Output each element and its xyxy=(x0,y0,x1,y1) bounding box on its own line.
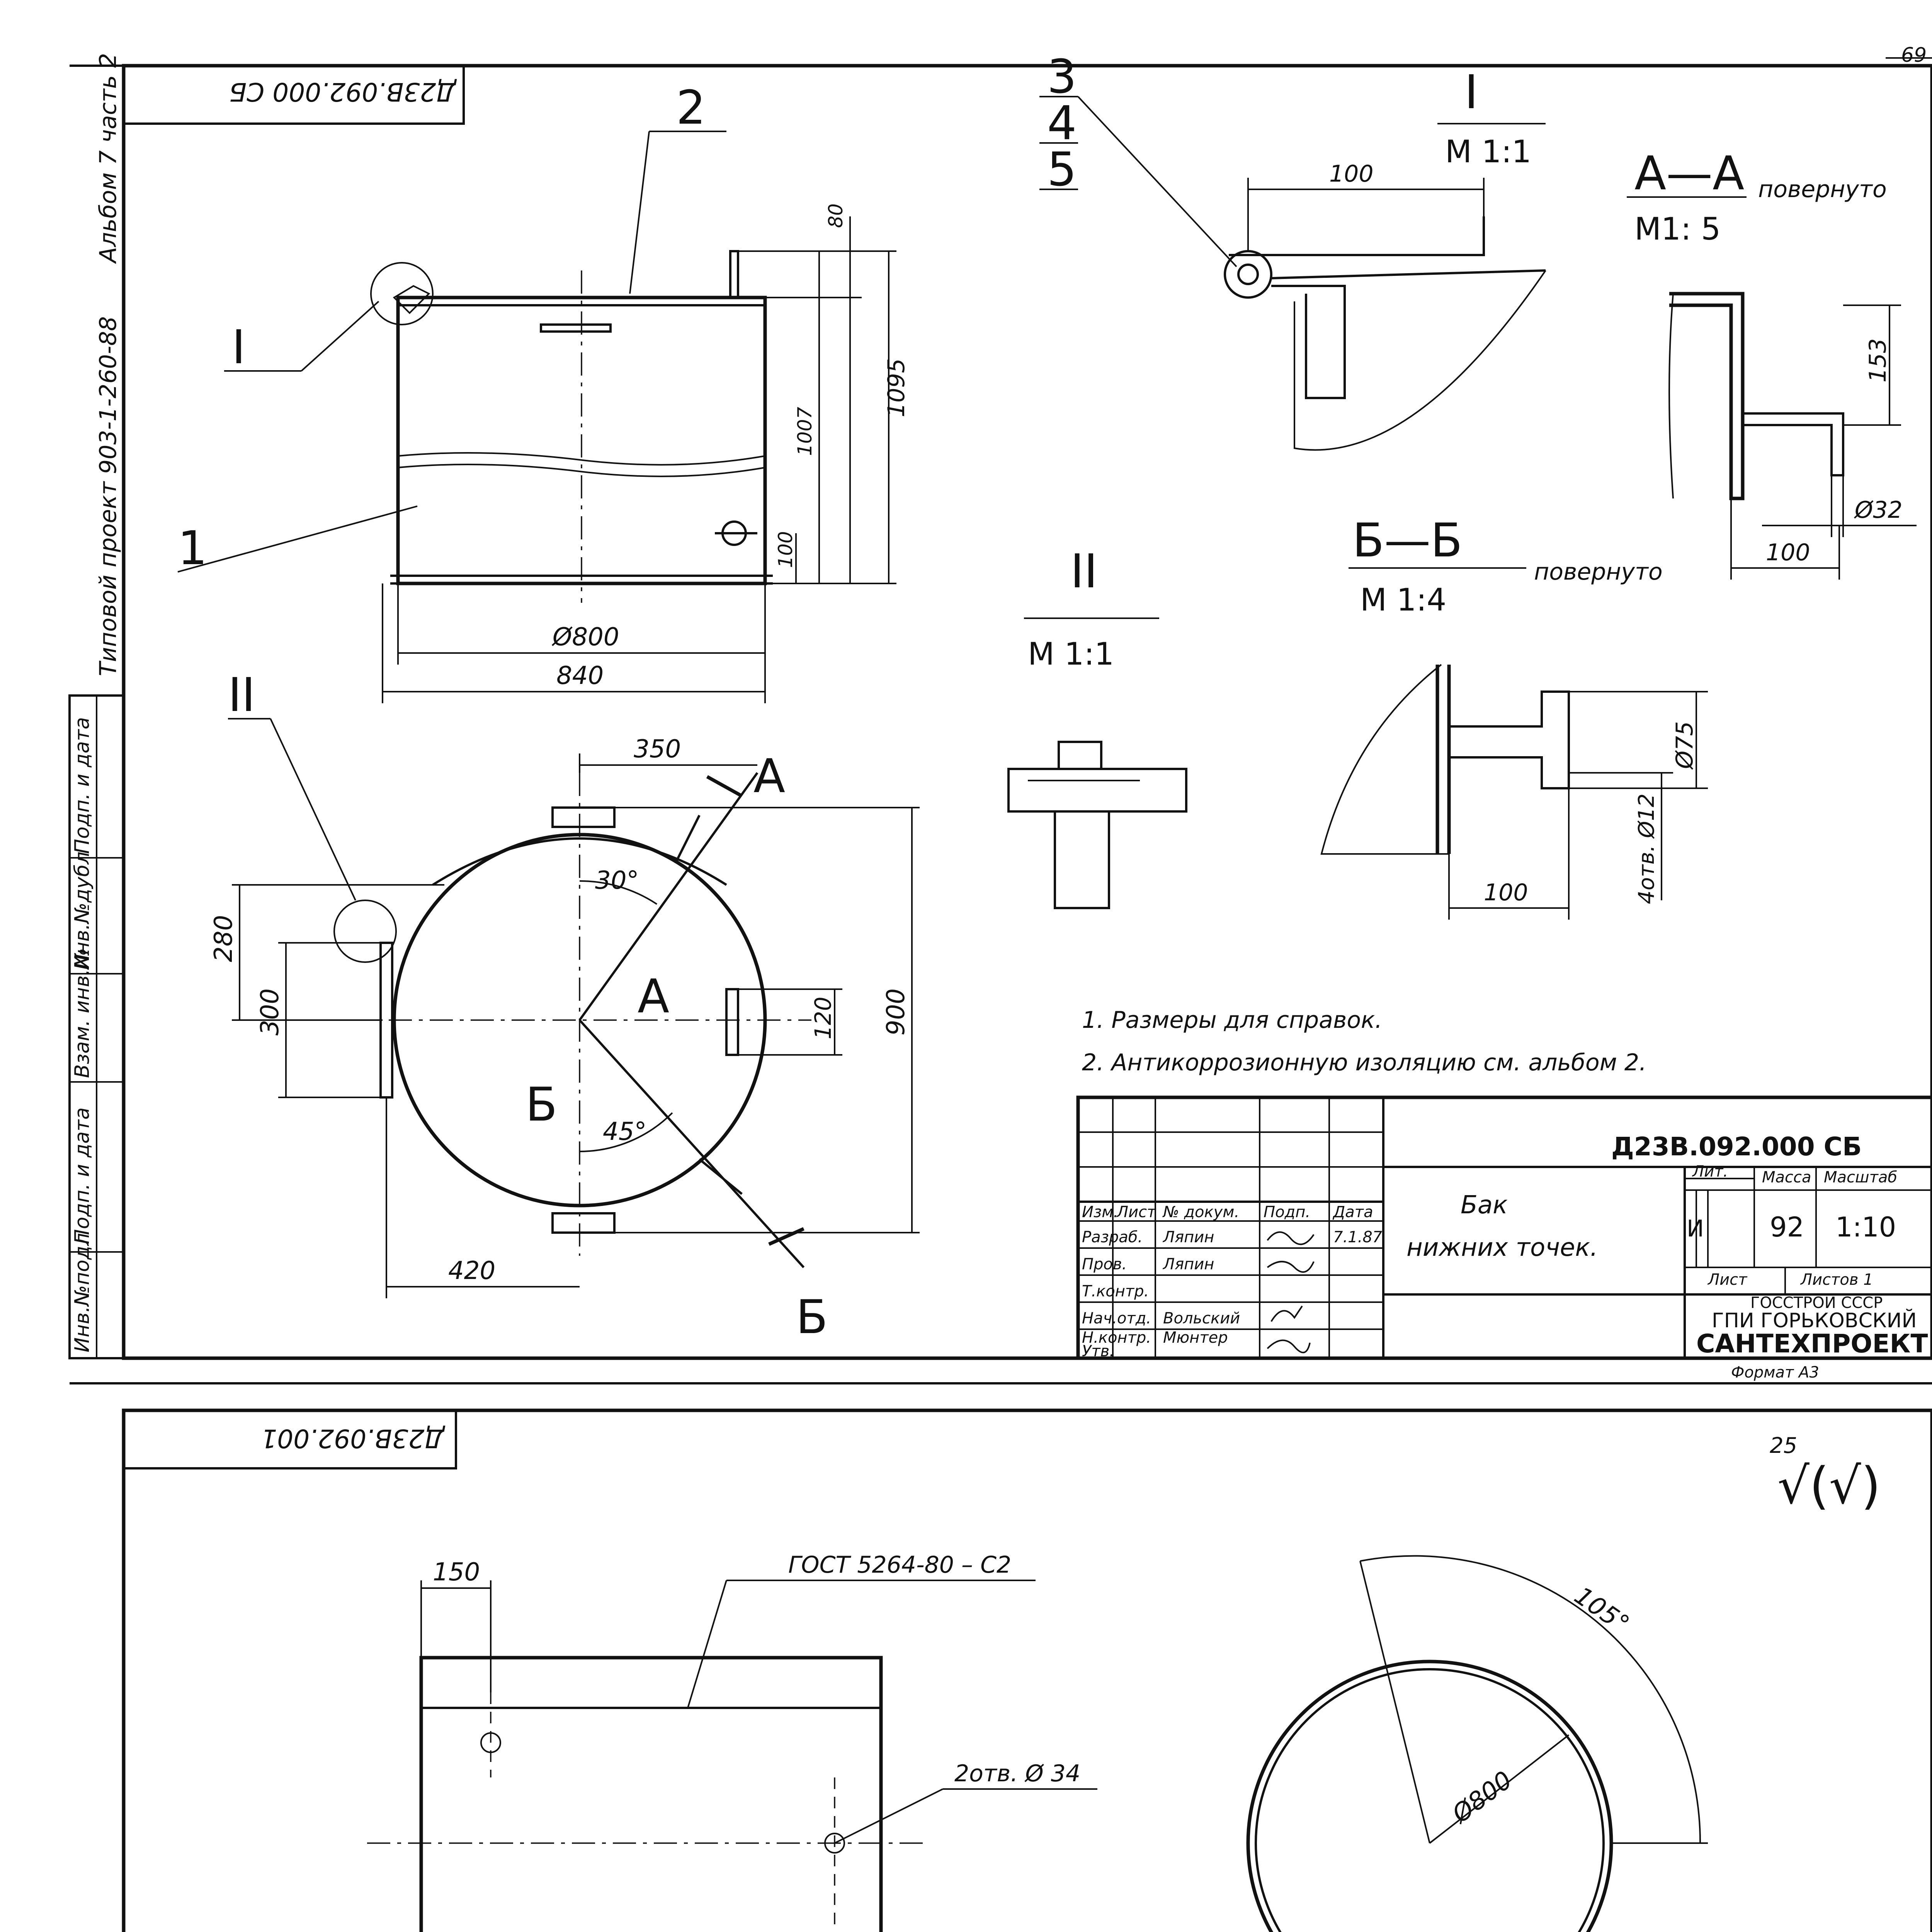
cut-A-label-1: А xyxy=(753,750,786,803)
sheet1-tb-scale: 1:10 xyxy=(1835,1211,1896,1243)
sheet1-tb-role-1: Пров. xyxy=(1082,1255,1127,1273)
sheet1-tb-name-3: Вольский xyxy=(1163,1310,1240,1327)
sheet1-tb-col-lit: Лит. xyxy=(1692,1163,1728,1180)
sheet1-tb-org3: САНТЕХПРОЕКТ xyxy=(1696,1329,1928,1359)
sheet1-tb-role-5: Утв. xyxy=(1082,1342,1114,1360)
sheet1-tb-date-0: 7.1.87 xyxy=(1333,1228,1383,1246)
dim-dia-800: Ø800 xyxy=(553,623,619,651)
angle-30: 30° xyxy=(595,866,639,895)
margin-cell-2: Подп. и дата xyxy=(71,1107,94,1244)
tank-front-view xyxy=(178,81,910,703)
sectionAA-dim-100: 100 xyxy=(1766,539,1810,566)
cut-B-label-1: Б xyxy=(796,1291,828,1344)
roughness-value: 25 xyxy=(1770,1433,1798,1458)
sheet1-tb-role-2: Т.контр. xyxy=(1082,1282,1149,1300)
detailII-scale: М 1:1 xyxy=(1028,636,1114,672)
sheet1-tb-col-scale: Масштаб xyxy=(1824,1168,1898,1186)
sheet1-tb-sheet: Лист xyxy=(1708,1271,1747,1289)
sectionAA-title: А—А xyxy=(1634,147,1745,201)
margin-cell-1: Инв.№подл xyxy=(71,1233,94,1352)
sectionBB-scale: М 1:4 xyxy=(1360,582,1447,618)
sheet1-tb-role-0: Разраб. xyxy=(1082,1228,1143,1246)
album-side-label: Альбом 7 часть 2 xyxy=(95,53,122,263)
sheet1-tb-org1: ГОССТРОЙ СССР xyxy=(1750,1294,1883,1312)
sectionBB-dim-75: Ø75 xyxy=(1671,721,1698,769)
sheet1-tb-hdr-podp: Подп. xyxy=(1264,1203,1311,1221)
sectionBB-dim-holes: 4отв. Ø12 xyxy=(1634,793,1659,904)
sectionAA-dim-32: Ø32 xyxy=(1855,497,1903,524)
project-side-label: Типовой проект 903-1-260-88 xyxy=(95,316,122,676)
sheet1-tb-role-3: Нач.отд. xyxy=(1082,1310,1151,1327)
sheet1-tb-name-4: Мюнтер xyxy=(1163,1329,1228,1347)
sheet1-tb-code: Д23В.092.000 СБ xyxy=(1611,1132,1862,1162)
roughness-symbol: √(√) xyxy=(1777,1456,1881,1515)
leader-3: 3 xyxy=(1047,50,1077,104)
cut-A-label-2: А xyxy=(638,970,670,1024)
sheet1-tb-col-mass: Масса xyxy=(1762,1168,1811,1186)
angle-45: 45° xyxy=(603,1117,647,1146)
leader-4: 4 xyxy=(1047,97,1077,150)
margin-cell-3: Взам. инв.№ xyxy=(71,948,94,1078)
sheet-2 xyxy=(70,1410,1932,1932)
detailII-title: II xyxy=(1070,545,1098,599)
sheet1-tb-sheets: Листов 1 xyxy=(1801,1271,1873,1289)
sheet1-margin xyxy=(70,53,124,1358)
leader-1: 1 xyxy=(178,522,207,575)
sheet1-tb-name-2: нижних точек. xyxy=(1406,1233,1598,1262)
dim-900: 900 xyxy=(882,988,910,1036)
dim-100: 100 xyxy=(774,531,797,568)
sheet1-frame xyxy=(124,66,1932,1358)
note-2: 2. Антикоррозионную изоляцию см. альбом 2. xyxy=(1082,1049,1647,1076)
margin-cell-4: Инв.№дубл xyxy=(71,851,94,970)
shell-dim-150: 150 xyxy=(433,1558,480,1587)
detailI-dim-100: 100 xyxy=(1329,160,1374,187)
detail-II-view xyxy=(1009,545,1186,908)
shell-front-view xyxy=(367,1551,1097,1932)
shell-holes: 2отв. Ø 34 xyxy=(954,1760,1080,1787)
sheet1-tb-lit: И xyxy=(1687,1215,1704,1242)
detailI-scale: М 1:1 xyxy=(1445,134,1532,170)
sheet1-title-block xyxy=(1078,1097,1932,1381)
detailI-title: I xyxy=(1464,66,1478,119)
detail-I-view xyxy=(1039,50,1546,450)
sheet1-code-box xyxy=(124,66,464,124)
sheet1-tb-name-1: Бак xyxy=(1461,1191,1508,1219)
sheet1-tb-hdr-izm: Изм. xyxy=(1082,1203,1119,1221)
sectionAA-scale: М1: 5 xyxy=(1634,211,1721,247)
sheet1-tb-role-4: Н.контр. xyxy=(1082,1329,1151,1347)
sheet1-format: Формат А3 xyxy=(1731,1364,1819,1381)
detail-II-marker xyxy=(334,900,396,962)
sheet2-code-box xyxy=(124,1410,456,1468)
sectionBB-rotated: повернуто xyxy=(1534,558,1663,585)
sheet-1 xyxy=(70,44,1932,1381)
sheet1-tb-hdr-data: Дата xyxy=(1333,1203,1373,1221)
leader-view-II: II xyxy=(228,668,255,722)
dim-1095: 1095 xyxy=(883,358,910,417)
dim-350: 350 xyxy=(634,735,681,764)
sheet1-code-rotated: Д23В.092.000 СБ xyxy=(229,77,456,107)
note-1: 1. Размеры для справок. xyxy=(1082,1007,1383,1034)
sectionAA-rotated: повернуто xyxy=(1758,176,1887,203)
sheet1-tb-mass: 92 xyxy=(1770,1211,1804,1243)
sheet2-frame xyxy=(124,1410,1932,1932)
sheet1-tb-org2: ГПИ ГОРЬКОВСКИЙ xyxy=(1712,1309,1917,1332)
sheet1-tb-name-1: Ляпин xyxy=(1163,1255,1214,1273)
shell-ring-view xyxy=(1248,1556,1708,1932)
sheet2-code-rotated: Д23В.092.001 xyxy=(261,1423,444,1453)
dim-420: 420 xyxy=(448,1257,496,1285)
dim-80: 80 xyxy=(825,203,847,228)
ring-angle-105: 105° xyxy=(1569,1581,1634,1639)
dim-280: 280 xyxy=(209,915,238,962)
shell-weld-gost: ГОСТ 5264-80 – С2 xyxy=(788,1551,1012,1578)
sheet1-tb-hdr-doc: № докум. xyxy=(1163,1203,1240,1221)
dim-120: 120 xyxy=(810,997,836,1039)
page-number: 69 xyxy=(1901,44,1927,67)
tank-top-view xyxy=(209,668,920,1344)
dim-1007: 1007 xyxy=(794,406,816,456)
shell-ring-outer xyxy=(1248,1662,1611,1932)
leader-2: 2 xyxy=(676,81,706,135)
leader-view-I: I xyxy=(232,321,246,374)
section-AA-view xyxy=(1627,147,1917,580)
ring-dim-800: Ø800 xyxy=(1447,1765,1518,1829)
sectionAA-dim-153: 153 xyxy=(1864,338,1891,383)
sheet1-tb-name-0: Ляпин xyxy=(1163,1228,1214,1246)
dim-840: 840 xyxy=(556,662,604,690)
dim-300: 300 xyxy=(256,988,284,1036)
sectionBB-dim-100: 100 xyxy=(1484,879,1528,906)
sectionBB-title: Б—Б xyxy=(1352,514,1463,568)
sheet1-tb-hdr-list: Лист xyxy=(1117,1203,1156,1221)
section-BB-view xyxy=(1321,514,1708,920)
leader-5: 5 xyxy=(1047,143,1077,197)
margin-cell-5: Подп. и дата xyxy=(71,717,94,854)
cut-B-label-2: Б xyxy=(526,1078,558,1132)
